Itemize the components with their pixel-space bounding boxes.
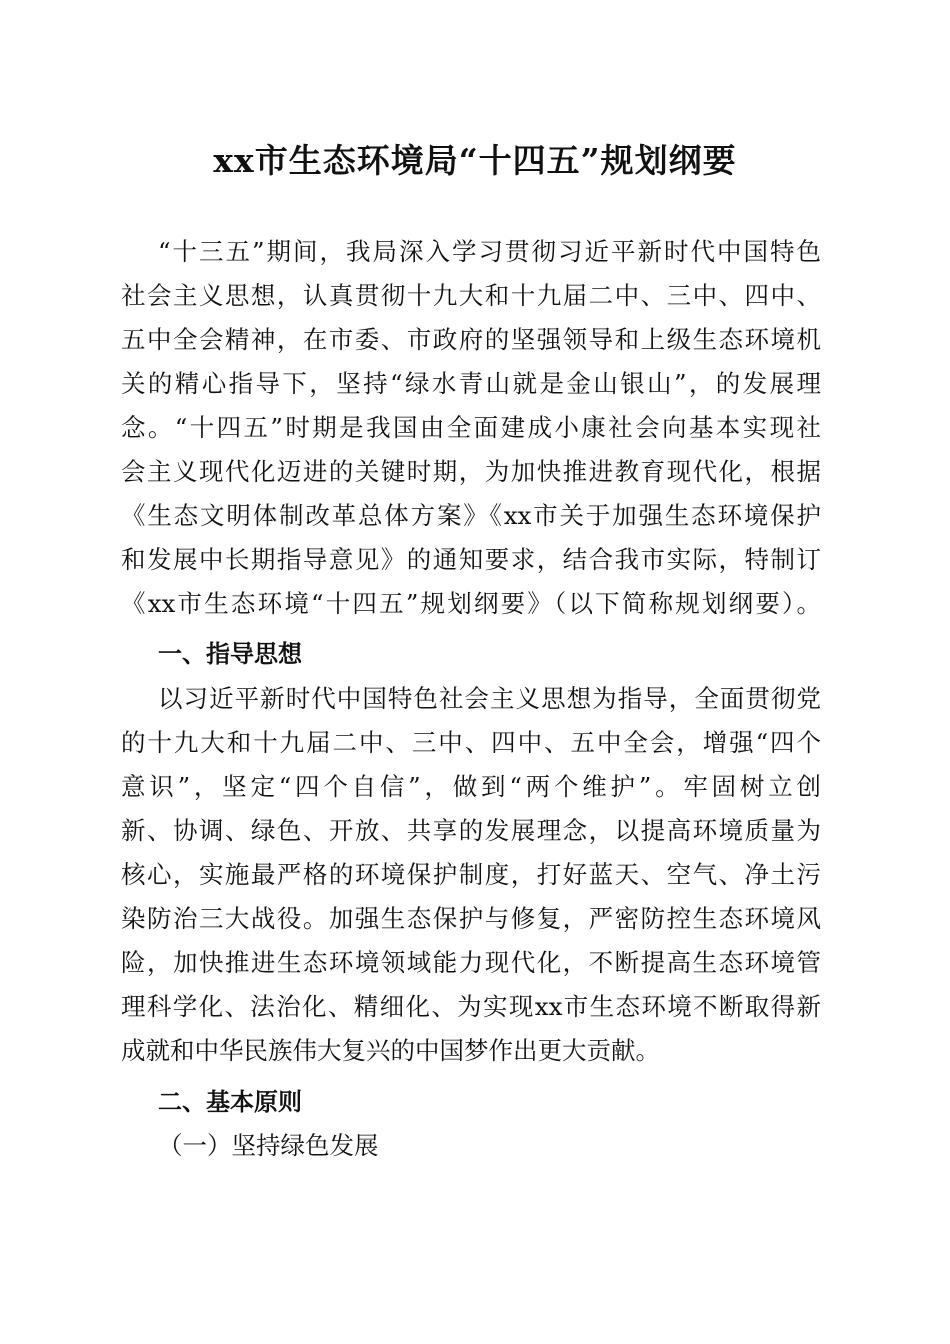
intro-line-1: “十三五”期间，我局深入学习贯彻习近平新时代中国特色 (158, 237, 821, 266)
section1-line-3: 意识”，坚定“四个自信”，做到“两个维护”。牢固树立创 (121, 772, 821, 801)
intro-line-3: 五中全会精神，在市委、市政府的坚强领导和上级生态环境机 (121, 325, 821, 354)
section1-line-2: 的十九大和十九届二中、三中、四中、五中全会，增强“四个 (121, 728, 821, 757)
document-title: xx市生态环境局“十四五”规划纲要 (213, 141, 737, 180)
section1-line-8: 理科学化、法治化、精细化、为实现xx市生态环境不断取得新 (121, 992, 821, 1021)
intro-line-6: 会主义现代化迈进的关键时期，为加快推进教育现代化，根据 (121, 457, 821, 486)
section-heading-guiding-ideology: 一、指导思想 (158, 640, 302, 668)
section1-line-5: 核心，实施最严格的环境保护制度，打好蓝天、空气、净土污 (121, 860, 821, 889)
section1-line-4: 新、协调、绿色、开放、共享的发展理念，以提高环境质量为 (121, 816, 821, 845)
section1-line-7: 险，加快推进生态环境领域能力现代化，不断提高生态环境管 (121, 948, 821, 977)
section1-line-1: 以习近平新时代中国特色社会主义思想为指导，全面贯彻党 (158, 684, 821, 713)
section1-line-9: 成就和中华民族伟大复兴的中国梦作出更大贡献。 (121, 1036, 660, 1065)
subsection-heading-green-development: （一）坚持绿色发展 (158, 1131, 379, 1160)
intro-line-9: 《xx市生态环境“十四五”规划纲要》（以下简称规划纲要）。 (121, 589, 821, 618)
intro-line-2: 社会主义思想，认真贯彻十九大和十九届二中、三中、四中、 (121, 281, 821, 310)
intro-line-4: 关的精心指导下，坚持“绿水青山就是金山银山”，的发展理 (121, 369, 821, 398)
intro-line-5: 念。“十四五”时期是我国由全面建成小康社会向基本实现社 (121, 413, 821, 442)
section1-line-6: 染防治三大战役。加强生态保护与修复，严密防控生态环境风 (121, 904, 821, 933)
intro-line-8: 和发展中长期指导意见》的通知要求，结合我市实际，特制订 (121, 545, 821, 574)
intro-line-7: 《生态文明体制改革总体方案》《xx市关于加强生态环境保护 (121, 501, 821, 530)
section-heading-basic-principles: 二、基本原则 (158, 1088, 302, 1116)
